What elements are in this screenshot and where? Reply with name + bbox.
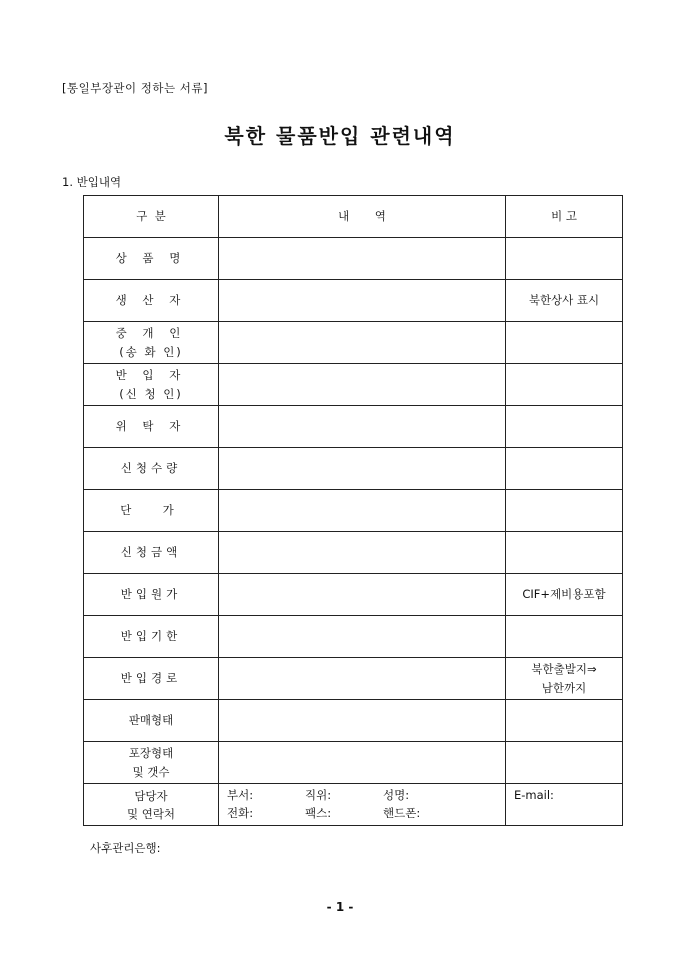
row-label-line2: 및 연락처 [126,806,176,821]
contact-row [84,784,623,826]
col-header-remarks: 비 고 [506,196,623,238]
remarks-cell[interactable] [506,406,623,448]
row-label: 판매형태 [84,700,219,742]
row-label-line1: 반 입 자 [115,367,187,382]
row-label: 생 산 자 [84,280,219,322]
details-cell[interactable] [219,322,506,364]
details-cell[interactable] [219,448,506,490]
row-label [84,742,219,784]
remarks-line2: 남한까지 [541,680,587,695]
details-cell[interactable] [219,658,506,700]
row-label: 신청수량 [84,448,219,490]
dept-label: 부서: [227,788,254,802]
row-label-line2: 및 갯수 [132,764,170,779]
contact-details-cell[interactable] [219,784,506,826]
remarks-cell[interactable] [506,616,623,658]
document-header: [통일부장관이 정하는 서류] [62,81,208,95]
row-label-line2: (송 화 인) [119,344,183,359]
remarks-cell[interactable] [506,322,623,364]
row-label [84,364,219,406]
details-cell[interactable] [219,532,506,574]
row-label: 반입경로 [84,658,219,700]
table-row [84,364,623,406]
email-cell[interactable]: E-mail: [506,784,623,826]
remarks-cell[interactable] [506,238,623,280]
details-cell[interactable] [219,406,506,448]
remarks-line1: 북한출발지⇒ [531,661,597,676]
remarks-cell[interactable]: 북한상사 표시 [506,280,623,322]
table-row [84,700,623,742]
row-label: 신청금액 [84,532,219,574]
remarks-cell[interactable] [506,742,623,784]
details-cell[interactable] [219,742,506,784]
table-row [84,322,623,364]
col-header-category: 구 분 [84,196,219,238]
position-label: 직위: [305,788,332,802]
import-details-table [83,195,623,826]
row-label [84,322,219,364]
remarks-cell[interactable] [506,700,623,742]
table-row [84,658,623,700]
phone-label: 전화: [227,806,254,820]
details-cell[interactable] [219,700,506,742]
row-label: 반입원가 [84,574,219,616]
remarks-cell[interactable] [506,490,623,532]
row-label-line1: 담당자 [134,788,168,803]
table-row [84,406,623,448]
name-label: 성명: [383,788,410,802]
details-cell[interactable] [219,238,506,280]
row-label-line1: 중 개 인 [115,325,187,340]
details-cell[interactable] [219,280,506,322]
details-cell[interactable] [219,364,506,406]
table-row [84,532,623,574]
details-cell[interactable] [219,490,506,532]
col-header-details: 내 역 [219,196,506,238]
remarks-cell[interactable] [506,448,623,490]
section-heading: 1. 반입내역 [62,175,122,189]
table-row [84,280,623,322]
table-row [84,448,623,490]
details-cell[interactable] [219,616,506,658]
row-label: 단 가 [84,490,219,532]
remarks-cell[interactable] [506,532,623,574]
row-label: 위 탁 자 [84,406,219,448]
row-label-line2: (신 청 인) [119,386,183,401]
mobile-label: 핸드폰: [383,806,421,820]
table-row [84,490,623,532]
remarks-cell[interactable] [506,658,623,700]
page-number: - 1 - [326,900,354,914]
row-label-line1: 포장형태 [128,745,174,760]
row-label: 상 품 명 [84,238,219,280]
fax-label: 팩스: [305,806,332,820]
row-label [84,784,219,826]
table-row [84,574,623,616]
table-row [84,238,623,280]
table-header-row [84,196,623,238]
remarks-cell[interactable] [506,364,623,406]
table-row [84,616,623,658]
details-cell[interactable] [219,574,506,616]
row-label: 반입기한 [84,616,219,658]
page-title: 북한 물품반입 관련내역 [224,124,456,148]
after-management-bank: 사후관리은행: [90,841,161,855]
table-row [84,742,623,784]
remarks-cell[interactable]: CIF+제비용포함 [506,574,623,616]
